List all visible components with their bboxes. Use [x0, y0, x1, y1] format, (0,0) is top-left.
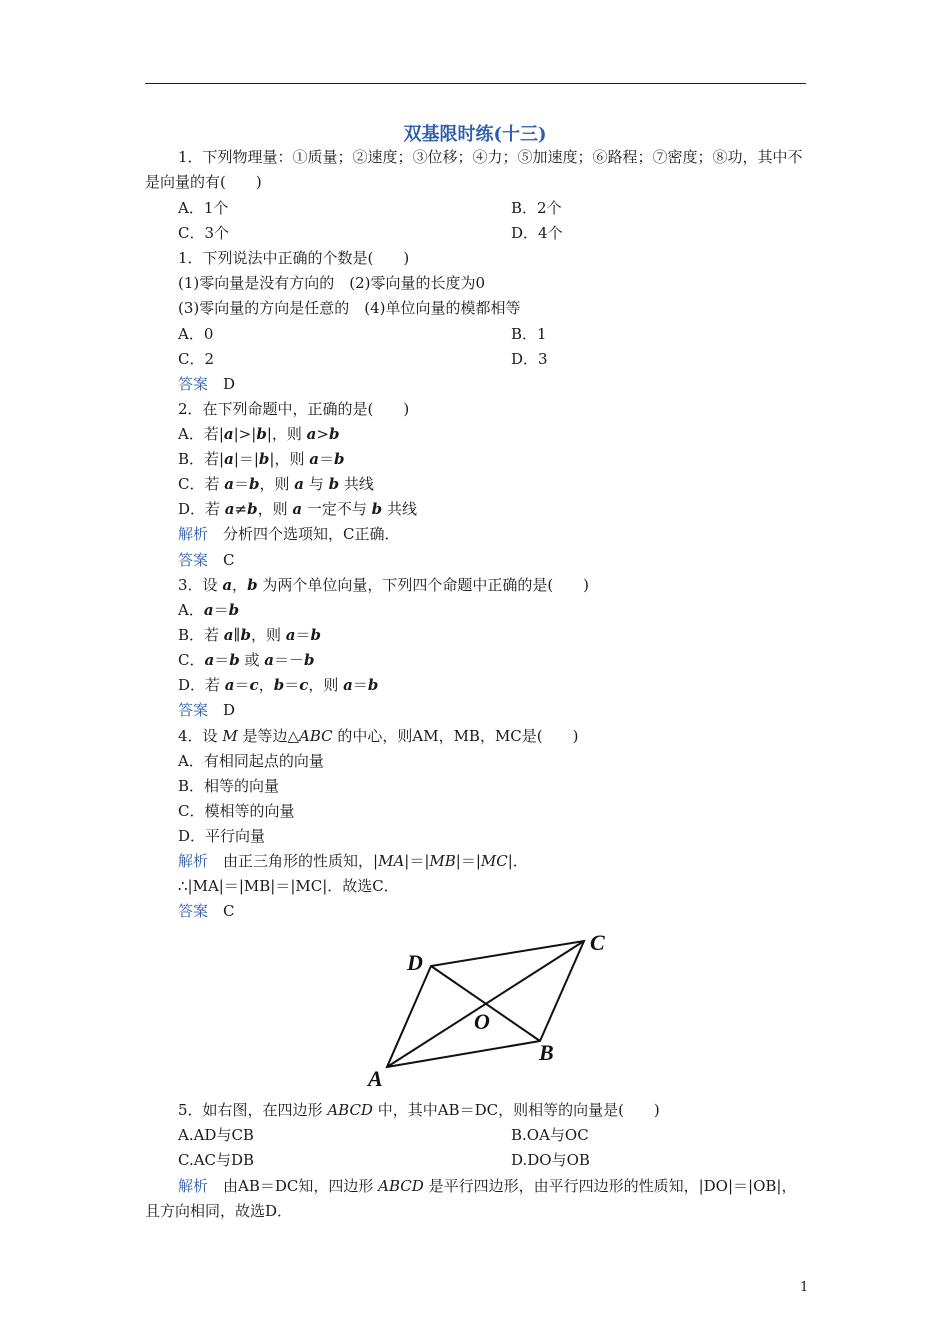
q4-answer: 答案 C: [178, 902, 235, 920]
q1b-option-a: A．0: [178, 325, 214, 343]
q1-stem-line2: 是向量的有( ): [145, 173, 262, 191]
label-d: D: [407, 950, 423, 975]
q5-option-a: A.AD与CB: [178, 1126, 254, 1144]
q4-therefore: ∴|MA|＝|MB|＝|MC|．故选C．: [178, 877, 399, 895]
q1b-statements-1: (1)零向量是没有方向的 (2)零向量的长度为0: [178, 274, 486, 292]
q1-option-a: A．1个: [178, 199, 229, 217]
q5-analysis-line2: 且方向相同，故选D．: [145, 1202, 293, 1220]
q3-stem: 3．设 a，b 为两个单位向量，下列四个命题中正确的是( ): [178, 576, 590, 594]
label-b: B: [539, 1040, 554, 1065]
q2-option-a: A．若|a|>|b|，则 a>b: [178, 425, 340, 443]
q1-stem-line1: 1．下列物理量：①质量；②速度；③位移；④力；⑤加速度；⑥路程；⑦密度；⑧功，其中不: [178, 148, 803, 166]
q3-option-c: C．a＝b 或 a＝－b: [178, 651, 315, 669]
q5-stem: 5．如右图，在四边形 ABCD 中，其中AB＝DC，则相等的向量是( ): [178, 1101, 660, 1119]
q2-stem: 2．在下列命题中，正确的是( ): [178, 400, 410, 418]
q2-option-b: B．若|a|＝|b|，则 a＝b: [178, 450, 345, 468]
analysis-label: 解析: [178, 1177, 209, 1195]
label-a: A: [368, 1066, 383, 1091]
q1-option-c: C．3个: [178, 224, 230, 242]
q4-option-d: D．平行向量: [178, 827, 266, 845]
q3-option-a: A．a＝b: [178, 601, 240, 619]
q4-option-b: B．相等的向量: [178, 777, 280, 795]
q1-option-d: D．4个: [511, 224, 563, 242]
q1b-statements-2: (3)零向量的方向是任意的 (4)单位向量的模都相等: [178, 299, 521, 317]
q2-analysis: 解析 分析四个选项知，C正确．: [178, 525, 400, 543]
q1b-option-d: D．3: [511, 350, 548, 368]
q2-option-d: D．若 a≠b，则 a 一定不与 b 共线: [178, 500, 417, 518]
q4-option-a: A．有相同起点的向量: [178, 752, 324, 770]
answer-label: 答案: [178, 551, 209, 569]
q1b-stem: 1．下列说法中正确的个数是( ): [178, 249, 410, 267]
answer-label: 答案: [178, 701, 209, 719]
q4-option-c: C．模相等的向量: [178, 802, 295, 820]
q4-stem: 4．设 M 是等边△ABC 的中心，则AM，MB，MC是( ): [178, 727, 579, 745]
analysis-label: 解析: [178, 852, 209, 870]
header-rule: [145, 83, 806, 84]
parallelogram-figure: [360, 928, 620, 1093]
answer-value: D: [223, 375, 236, 393]
q5-option-b: B.OA与OC: [511, 1126, 589, 1144]
q5-analysis-line1: 解析 由AB＝DC知，四边形 ABCD 是平行四边形，由平行四边形的性质知，|DO|＝|OB|，: [178, 1177, 797, 1195]
q1b-option-c: C．2: [178, 350, 215, 368]
page-number: 1: [800, 1280, 809, 1295]
analysis-label: 解析: [178, 525, 209, 543]
q5-option-c: C.AC与DB: [178, 1151, 255, 1169]
q3-option-d: D．若 a＝c，b＝c，则 a＝b: [178, 676, 379, 694]
q5-option-d: D.DO与OB: [511, 1151, 590, 1169]
label-o: O: [474, 1009, 490, 1034]
q2-option-c: C．若 a＝b，则 a 与 b 共线: [178, 475, 374, 493]
q1-option-b: B．2个: [511, 199, 562, 217]
q1b-option-b: B．1: [511, 325, 547, 343]
q3-option-b: B．若 a∥b，则 a＝b: [178, 626, 321, 644]
answer-label: 答案: [178, 902, 209, 920]
q2-answer: 答案 C: [178, 551, 235, 569]
page-title: 双基限时练(十三): [403, 124, 547, 145]
answer-label: 答案: [178, 375, 209, 393]
q3-answer: 答案 D: [178, 701, 236, 719]
q1b-answer: [178, 374, 235, 394]
q4-analysis: 解析 由正三角形的性质知，|MA|＝|MB|＝|MC|．: [178, 852, 528, 870]
label-c: C: [590, 930, 605, 955]
